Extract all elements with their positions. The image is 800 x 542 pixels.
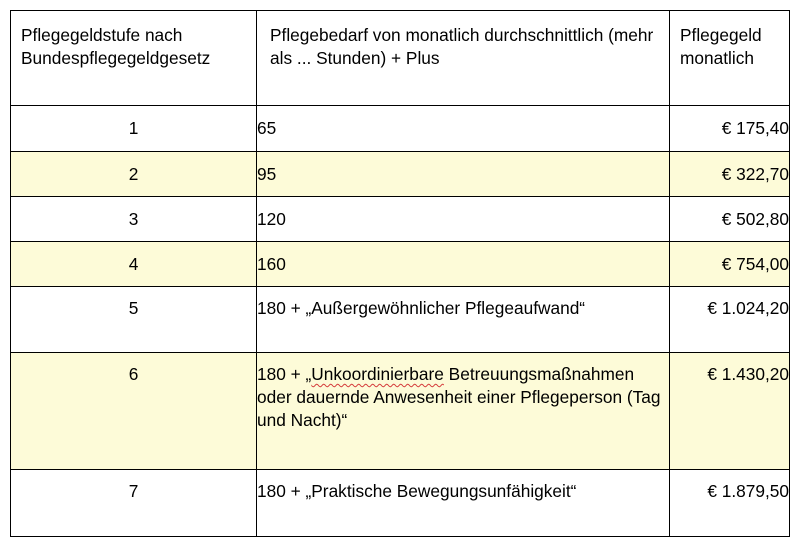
table-row	[11, 152, 790, 197]
stufe-value: 3	[128, 209, 139, 229]
bedarf-value: 180 + „Außergewöhnlicher Pflegeaufwand“	[257, 298, 586, 318]
stufe-cell	[11, 106, 257, 152]
stufe-cell	[11, 353, 257, 470]
betrag-value: € 1.024,20	[707, 298, 789, 318]
bedarf-value: 95	[257, 164, 277, 184]
table-row	[11, 242, 790, 287]
betrag-cell	[670, 470, 790, 537]
header-cell-stufe	[11, 11, 257, 106]
bedarf-cell	[257, 470, 670, 537]
betrag-cell	[670, 353, 790, 470]
betrag-value: € 1.879,50	[707, 481, 789, 501]
betrag-cell	[670, 197, 790, 242]
table-row	[11, 287, 790, 353]
bedarf-cell	[257, 197, 670, 242]
bedarf-cell	[257, 353, 670, 470]
betrag-value: € 502,80	[721, 209, 789, 229]
betrag-cell	[670, 242, 790, 287]
betrag-value: € 175,40	[721, 118, 789, 138]
bedarf-value: 180 + „Praktische Bewegungsunfähigkeit“	[257, 481, 577, 501]
header-cell-bedarf	[257, 11, 670, 106]
stufe-value: 5	[128, 298, 139, 318]
stufe-cell	[11, 152, 257, 197]
betrag-cell	[670, 106, 790, 152]
stufe-value: 1	[128, 118, 139, 138]
betrag-value: € 754,00	[721, 254, 789, 274]
table-row	[11, 197, 790, 242]
bedarf-cell	[257, 106, 670, 152]
spellcheck-flagged-word: Unkoordinierbare	[311, 364, 444, 384]
stufe-value: 6	[128, 364, 139, 384]
betrag-value: € 1.430,20	[707, 364, 789, 384]
pflegegeld-table	[10, 10, 790, 537]
table-row	[11, 470, 790, 537]
stufe-cell	[11, 287, 257, 353]
betrag-cell	[670, 287, 790, 353]
header-cell-betrag	[670, 11, 790, 106]
table-row	[11, 106, 790, 152]
header-bedarf: Pflegebedarf von monatlich durchschnittlich (mehr als ... Stunden) + Plus	[270, 25, 654, 68]
header-betrag: Pflegegeld monatlich	[680, 25, 762, 68]
stufe-cell	[11, 242, 257, 287]
stufe-cell	[11, 197, 257, 242]
bedarf-value: 120	[257, 209, 286, 229]
table-row	[11, 353, 790, 470]
stufe-cell	[11, 470, 257, 537]
header-stufe: Pflegegeldstufe nach Bundespflegegeldgesetz	[21, 25, 211, 68]
bedarf-cell	[257, 287, 670, 353]
bedarf-value: 160	[257, 254, 286, 274]
header-row	[11, 11, 790, 106]
stufe-value: 2	[128, 164, 139, 184]
bedarf-value	[257, 353, 669, 432]
bedarf-rest: Betreuungsmaßnahmen oder dauernde Anwesenheit einer Pflegeperson (Tag und Nacht)“	[257, 364, 661, 430]
stufe-value: 7	[128, 481, 139, 501]
stufe-value: 4	[128, 254, 139, 274]
betrag-cell	[670, 152, 790, 197]
bedarf-prefix: 180 + „	[257, 364, 312, 384]
betrag-value: € 322,70	[721, 164, 789, 184]
bedarf-cell	[257, 152, 670, 197]
bedarf-value: 65	[257, 118, 277, 138]
bedarf-cell	[257, 242, 670, 287]
